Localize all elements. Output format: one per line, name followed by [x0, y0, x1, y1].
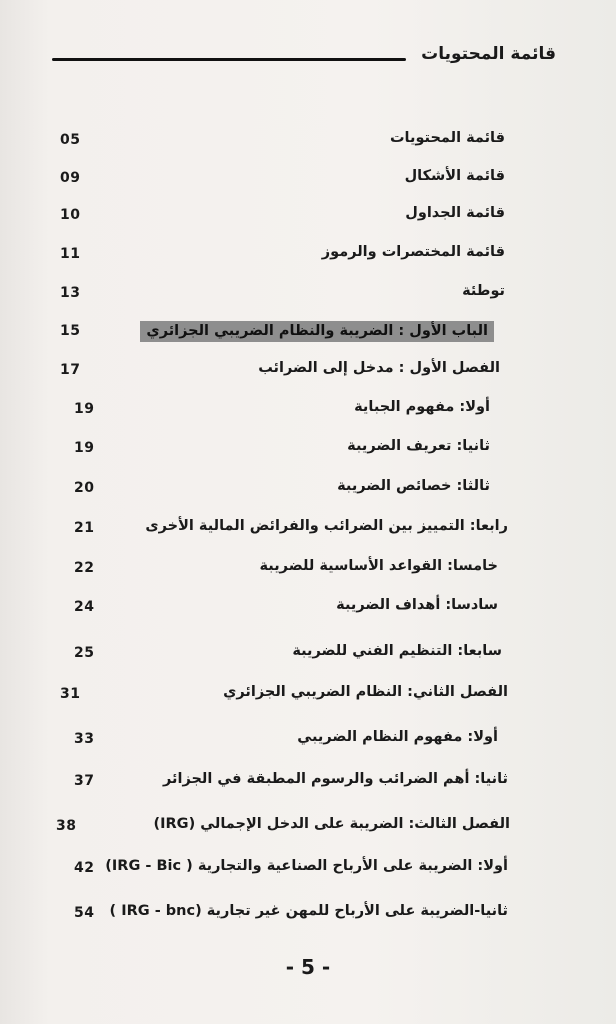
toc-entry	[60, 773, 560, 803]
toc-page-number: 05	[60, 132, 81, 148]
toc-page-number: 19	[74, 440, 95, 456]
toc-entry	[60, 731, 560, 761]
toc-title: خامسا: القواعد الأساسية للضريبة	[259, 558, 498, 574]
toc-entry	[60, 560, 560, 590]
toc-title-highlighted: الباب الأول : الضريبة والنظام الضريبي الجزائري	[140, 321, 494, 342]
toc-entry	[60, 246, 560, 276]
toc-page-number: 33	[74, 731, 95, 747]
toc-title: ثالثا: خصائص الضريبة	[337, 478, 490, 494]
toc-title: ثانيا: أهم الضرائب والرسوم المطبقة في الجزائر	[163, 771, 508, 787]
toc-entry	[60, 401, 560, 431]
page-number-footer: - 5 -	[285, 955, 331, 979]
toc-title: أولا: الضريبة على الأرباح الصناعية والتجارية ( IRG - Bic)	[105, 858, 508, 874]
toc-title: رابعا: التمييز بين الضرائب والفرائض المالية الأخرى	[145, 518, 508, 534]
toc-entry	[60, 207, 560, 237]
toc-entry	[60, 905, 560, 935]
toc-entry-chapter	[56, 816, 560, 848]
toc-page-number: 09	[60, 170, 81, 186]
toc-entry	[60, 440, 560, 470]
toc-title: قائمة المحتويات	[389, 130, 505, 146]
toc-title: الفصل الثالث: الضريبة على الدخل الإجمالي (IRG)	[153, 816, 510, 832]
toc-page-number: 21	[74, 520, 95, 536]
toc-title: سادسا: أهداف الضريبة	[336, 597, 498, 613]
toc-page-number: 31	[60, 686, 81, 702]
toc-page-number: 17	[60, 362, 81, 378]
page-title: قائمة المحتويات	[421, 44, 556, 64]
toc-entry	[60, 645, 560, 675]
toc-title: قائمة الجداول	[405, 205, 505, 221]
toc-page-number: 10	[60, 207, 81, 223]
toc-entry-chapter	[60, 362, 560, 392]
toc-entry	[60, 285, 560, 315]
toc-title: قائمة المختصرات والرموز	[321, 244, 505, 260]
toc-title: توطئة	[462, 283, 505, 299]
toc-page-number: 42	[74, 860, 95, 876]
toc-page-number: 25	[74, 645, 95, 661]
toc-title: أولا: مفهوم النظام الضريبي	[297, 729, 498, 745]
toc-entry-part	[60, 323, 560, 353]
toc-entry-chapter	[60, 686, 560, 716]
toc-title: أولا: مفهوم الجباية	[354, 399, 490, 415]
toc-page-number: 11	[60, 246, 81, 262]
toc-page-number: 37	[74, 773, 95, 789]
toc-page-number: 22	[74, 560, 95, 576]
toc-page-number: 15	[60, 323, 81, 339]
toc-title: الفصل الأول : مدخل إلى الضرائب	[258, 360, 500, 376]
toc-page-number: 54	[74, 905, 95, 921]
toc-entry	[60, 170, 560, 200]
toc-title: سابعا: التنظيم الفني للضريبة	[292, 643, 502, 659]
toc-title: قائمة الأشكال	[404, 168, 505, 184]
toc-entry	[60, 520, 560, 550]
toc-entry	[60, 860, 560, 890]
toc-page-number: 20	[74, 480, 95, 496]
toc-entry	[60, 480, 560, 510]
toc-page-number: 38	[56, 818, 77, 834]
toc-page-number: 19	[74, 401, 95, 417]
toc-page-number: 13	[60, 285, 81, 301]
toc-entry	[60, 132, 560, 162]
toc-title: ثانيا: تعريف الضريبة	[347, 438, 490, 454]
toc-title: ثانيا-الضريبة على الأرباح للمهن غير تجارية (IRG - bnc )	[109, 903, 508, 919]
toc-title: الفصل الثاني: النظام الضريبي الجزائري	[223, 684, 508, 700]
toc-page-number: 24	[74, 599, 95, 615]
toc-entry	[60, 599, 560, 629]
